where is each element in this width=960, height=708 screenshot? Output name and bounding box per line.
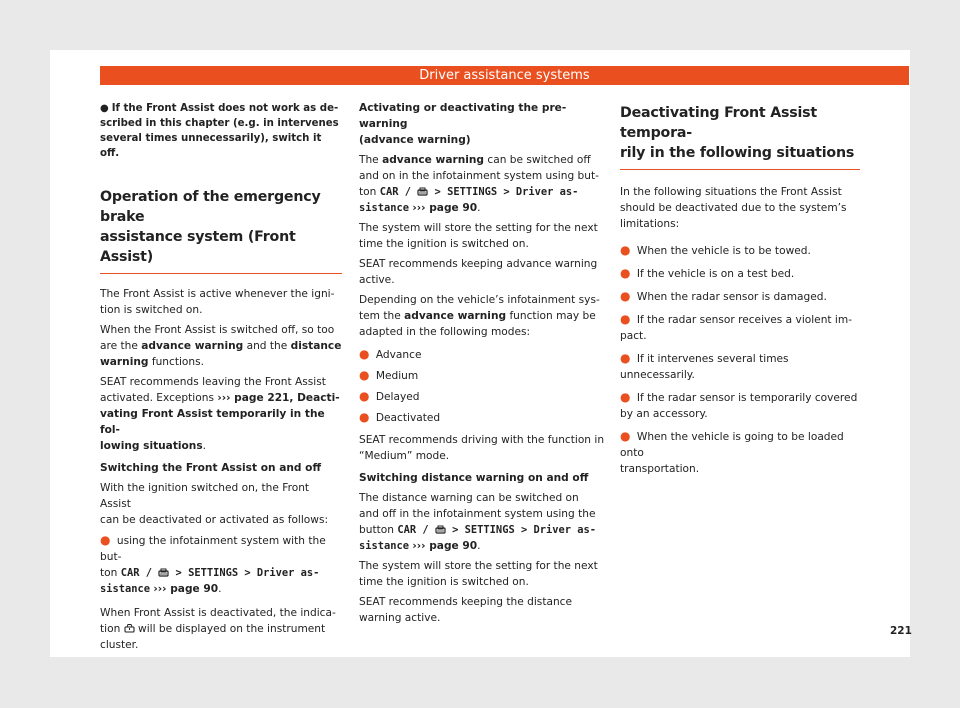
page-reference-link[interactable]: ››› page 90 [153,583,219,595]
column-middle [359,100,607,630]
paragraph: SEAT recommends leaving the Front Assist activated. Exceptions ››› page 221, Deacti- vating Front Assist temporarily in the fol- lowing situations. [100,376,340,452]
bullet-dot: ● [100,533,111,547]
page-reference-link[interactable]: ››› page 90 [412,540,478,552]
bullet-dot: ● [620,390,631,404]
list-item: ● If the vehicle is on a test bed. [620,266,795,280]
bullet-item: ● using the infotainment system with the but- ton CAR / > SETTINGS > Driver as- sistance ››› page 90. [100,533,326,595]
bullet-dot: ● [620,243,631,257]
paragraph: The system will store the setting for the next time the ignition is switched on. [359,222,598,250]
section-title-deactivating: Deactivating Front Assist tempora- rily in the following situations [620,103,860,170]
list-item: ● Advance [359,347,422,361]
bullet-dot: ● [100,103,109,114]
page-number: 221 [890,625,912,637]
bullet-dot: ● [620,351,631,365]
page [50,50,910,657]
header-banner [100,66,909,85]
car-settings-icon [417,187,428,197]
list-item: ● Delayed [359,389,420,403]
car-settings-icon [435,525,446,535]
list-item: ● Medium [359,368,419,382]
paragraph: When Front Assist is deactivated, the indica- tion will be displayed on the instrument cluster. [100,607,336,651]
list-item: ● When the vehicle is to be towed. [620,243,811,257]
car-settings-icon [158,568,169,578]
paragraph: SEAT recommends driving with the function in “Medium” mode. [359,434,605,462]
paragraph: SEAT recommends keeping advance warning active. [359,258,598,286]
paragraph: Depending on the vehicle’s infotainment sys- tem the advance warning function may be adapted in the following modes: [359,294,600,338]
situation-list [620,242,860,477]
bullet-dot: ● [620,429,631,443]
column-right [620,100,860,483]
list-item: ● When the radar sensor is damaged. [620,289,827,303]
bullet-dot: ● [620,266,631,280]
bullet-dot: ● [620,312,631,326]
mode-list [359,346,607,426]
column-left [100,101,342,657]
list-item: ● If the radar sensor receives a violent im- pact. [620,312,853,342]
paragraph: The system will store the setting for the next time the ignition is switched on. [359,560,598,588]
paragraph: The Front Assist is active whenever the igni- tion is switched on. [100,288,335,316]
front-assist-warning-icon [124,623,135,634]
cross-reference-link[interactable]: ››› page 221, Deacti- [217,392,340,404]
bullet-dot: ● [620,289,631,303]
subheading: Switching the Front Assist on and off [100,462,322,474]
subheading: Switching distance warning on and off [359,472,589,484]
paragraph: The distance warning can be switched on and off in the infotainment system using the button CAR / > SETTINGS > Driver as- sistance ››› page 90. [359,492,597,552]
note-bullet: ● If the Front Assist does not work as de- scribed in this chapter (e.g. in intervenes several times unnecessarily), switch it off. [100,103,339,159]
paragraph: SEAT recommends keeping the distance warning active. [359,596,573,624]
page-reference-link[interactable]: ››› page 90 [412,202,478,214]
paragraph: With the ignition switched on, the Front Assist can be deactivated or activated as follows: [100,482,329,526]
list-item: ● Deactivated [359,410,441,424]
list-item: ● When the vehicle is going to be loaded onto transportation. [620,429,844,475]
paragraph: When the Front Assist is switched off, so too are the advance warning and the distance warning functions. [100,324,342,368]
section-title-operation: Operation of the emergency brake assistance system (Front Assist) [100,187,342,274]
header-title: Driver assistance systems [419,68,590,83]
subheading: Activating or deactivating the pre-warning (advance warning) [359,102,567,146]
paragraph: In the following situations the Front Assist should be deactivated due to the system’s limitations: [620,186,847,230]
list-item: ● If it intervenes several times unnecessarily. [620,351,789,381]
list-item: ● If the radar sensor is temporarily covered by an accessory. [620,390,858,420]
paragraph: The advance warning can be switched off and on in the infotainment system using but- ton CAR / > SETTINGS > Driver as- sistance ››› page 90. [359,154,599,214]
